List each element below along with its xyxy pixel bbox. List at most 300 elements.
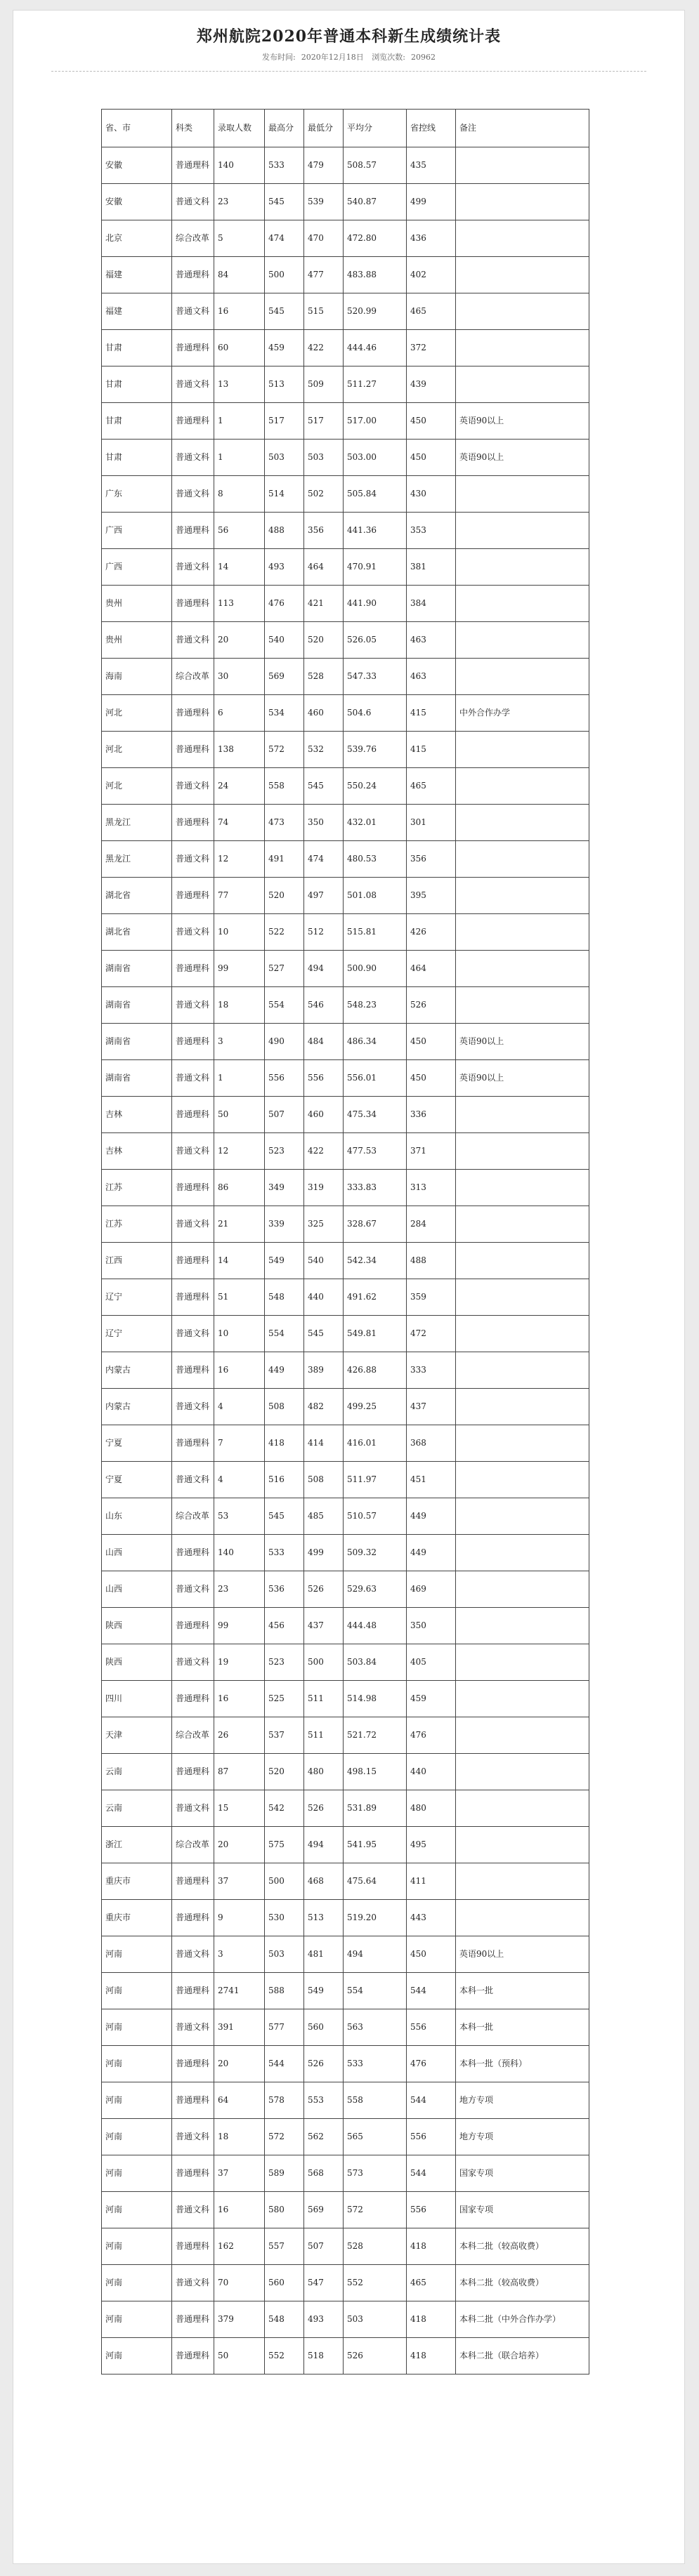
cell-min-score: 508 <box>304 1462 344 1498</box>
cell-admitted-count: 30 <box>214 659 265 695</box>
table-row <box>102 549 589 586</box>
cell-control-line: 449 <box>407 1535 456 1571</box>
cell-average-score: 494 <box>344 1936 407 1973</box>
cell-remarks <box>456 951 589 987</box>
publish-date-label: 发布时间: <box>262 53 296 62</box>
cell-average-score: 441.90 <box>344 586 407 622</box>
cell-province: 河南 <box>102 2228 172 2265</box>
table-row <box>102 1316 589 1352</box>
cell-remarks <box>456 330 589 366</box>
table-row <box>102 768 589 805</box>
cell-min-score: 503 <box>304 440 344 476</box>
cell-max-score: 542 <box>265 1790 304 1827</box>
cell-province: 湖南省 <box>102 987 172 1024</box>
cell-remarks: 英语90以上 <box>456 440 589 476</box>
cell-control-line: 488 <box>407 1243 456 1279</box>
cell-min-score: 440 <box>304 1279 344 1316</box>
cell-average-score: 500.90 <box>344 951 407 987</box>
cell-category: 普通文科 <box>172 1462 214 1498</box>
cell-control-line: 499 <box>407 184 456 220</box>
cell-control-line: 353 <box>407 513 456 549</box>
cell-max-score: 490 <box>265 1024 304 1060</box>
table-row <box>102 2192 589 2228</box>
cell-admitted-count: 6 <box>214 695 265 732</box>
cell-province: 山西 <box>102 1535 172 1571</box>
cell-province: 天津 <box>102 1717 172 1754</box>
cell-min-score: 540 <box>304 1243 344 1279</box>
cell-remarks: 本科一批（预科） <box>456 2046 589 2082</box>
cell-admitted-count: 70 <box>214 2265 265 2301</box>
table-row <box>102 1790 589 1827</box>
cell-admitted-count: 138 <box>214 732 265 768</box>
cell-remarks <box>456 220 589 257</box>
cell-control-line: 411 <box>407 1863 456 1900</box>
cell-min-score: 509 <box>304 366 344 403</box>
table-row <box>102 1900 589 1936</box>
cell-category: 普通理科 <box>172 951 214 987</box>
cell-max-score: 503 <box>265 440 304 476</box>
cell-province: 海南 <box>102 659 172 695</box>
cell-province: 北京 <box>102 220 172 257</box>
table-row <box>102 586 589 622</box>
table-row <box>102 1571 589 1608</box>
cell-max-score: 554 <box>265 1316 304 1352</box>
cell-remarks: 国家专项 <box>456 2192 589 2228</box>
cell-average-score: 483.88 <box>344 257 407 293</box>
cell-category: 普通理科 <box>172 1681 214 1717</box>
cell-max-score: 548 <box>265 1279 304 1316</box>
cell-category: 综合改革 <box>172 1827 214 1863</box>
cell-average-score: 475.34 <box>344 1097 407 1133</box>
cell-category: 普通理科 <box>172 403 214 440</box>
cell-category: 普通文科 <box>172 1206 214 1243</box>
cell-control-line: 469 <box>407 1571 456 1608</box>
cell-admitted-count: 113 <box>214 586 265 622</box>
cell-average-score: 533 <box>344 2046 407 2082</box>
cell-control-line: 476 <box>407 2046 456 2082</box>
cell-control-line: 418 <box>407 2228 456 2265</box>
table-row <box>102 1352 589 1389</box>
table-row <box>102 1389 589 1425</box>
cell-average-score: 477.53 <box>344 1133 407 1170</box>
cell-admitted-count: 26 <box>214 1717 265 1754</box>
cell-province: 河南 <box>102 2009 172 2046</box>
cell-admitted-count: 13 <box>214 366 265 403</box>
cell-average-score: 503 <box>344 2301 407 2338</box>
cell-min-score: 494 <box>304 951 344 987</box>
cell-remarks <box>456 1389 589 1425</box>
cell-remarks <box>456 1717 589 1754</box>
cell-remarks <box>456 1279 589 1316</box>
cell-max-score: 533 <box>265 147 304 184</box>
cell-max-score: 474 <box>265 220 304 257</box>
cell-remarks <box>456 805 589 841</box>
cell-province: 陕西 <box>102 1608 172 1644</box>
cell-admitted-count: 53 <box>214 1498 265 1535</box>
cell-min-score: 474 <box>304 841 344 878</box>
cell-province: 江苏 <box>102 1206 172 1243</box>
table-row <box>102 1462 589 1498</box>
cell-control-line: 415 <box>407 732 456 768</box>
cell-average-score: 515.81 <box>344 914 407 951</box>
cell-category: 普通文科 <box>172 440 214 476</box>
cell-max-score: 557 <box>265 2228 304 2265</box>
cell-min-score: 513 <box>304 1900 344 1936</box>
table-row <box>102 2119 589 2155</box>
table-body <box>102 147 589 2374</box>
cell-min-score: 502 <box>304 476 344 513</box>
cell-category: 普通理科 <box>172 1608 214 1644</box>
cell-category: 普通理科 <box>172 2228 214 2265</box>
cell-admitted-count: 10 <box>214 1316 265 1352</box>
cell-control-line: 430 <box>407 476 456 513</box>
cell-remarks <box>456 841 589 878</box>
cell-admitted-count: 23 <box>214 1571 265 1608</box>
cell-remarks <box>456 1863 589 1900</box>
cell-min-score: 515 <box>304 293 344 330</box>
cell-min-score: 325 <box>304 1206 344 1243</box>
cell-admitted-count: 9 <box>214 1900 265 1936</box>
cell-average-score: 572 <box>344 2192 407 2228</box>
cell-min-score: 356 <box>304 513 344 549</box>
table-row <box>102 659 589 695</box>
cell-province: 湖南省 <box>102 951 172 987</box>
cell-control-line: 336 <box>407 1097 456 1133</box>
table-row <box>102 476 589 513</box>
cell-control-line: 450 <box>407 1936 456 1973</box>
cell-province: 广西 <box>102 549 172 586</box>
cell-remarks: 英语90以上 <box>456 403 589 440</box>
cell-min-score: 493 <box>304 2301 344 2338</box>
table-row <box>102 1973 589 2009</box>
cell-remarks <box>456 1133 589 1170</box>
cell-average-score: 529.63 <box>344 1571 407 1608</box>
cell-category: 综合改革 <box>172 659 214 695</box>
cell-remarks <box>456 1790 589 1827</box>
cell-category: 普通文科 <box>172 2119 214 2155</box>
cell-min-score: 517 <box>304 403 344 440</box>
cell-remarks <box>456 1170 589 1206</box>
header-control-line: 省控线 <box>407 110 456 147</box>
cell-min-score: 479 <box>304 147 344 184</box>
cell-max-score: 534 <box>265 695 304 732</box>
view-count: 20962 <box>410 53 436 62</box>
table-row <box>102 1425 589 1462</box>
table-row <box>102 951 589 987</box>
cell-max-score: 545 <box>265 184 304 220</box>
cell-min-score: 350 <box>304 805 344 841</box>
table-row <box>102 1936 589 1973</box>
cell-category: 普通理科 <box>172 1863 214 1900</box>
cell-control-line: 450 <box>407 403 456 440</box>
cell-admitted-count: 37 <box>214 1863 265 1900</box>
cell-max-score: 577 <box>265 2009 304 2046</box>
dashed-divider <box>51 71 646 72</box>
cell-remarks <box>456 1681 589 1717</box>
cell-min-score: 468 <box>304 1863 344 1900</box>
cell-province: 河南 <box>102 2046 172 2082</box>
cell-average-score: 548.23 <box>344 987 407 1024</box>
cell-category: 普通文科 <box>172 293 214 330</box>
cell-remarks: 本科二批（较高收费） <box>456 2228 589 2265</box>
cell-control-line: 301 <box>407 805 456 841</box>
cell-control-line: 450 <box>407 1024 456 1060</box>
table-row <box>102 1279 589 1316</box>
cell-min-score: 545 <box>304 1316 344 1352</box>
cell-average-score: 501.08 <box>344 878 407 914</box>
table-row <box>102 2228 589 2265</box>
cell-category: 普通理科 <box>172 2046 214 2082</box>
cell-average-score: 509.32 <box>344 1535 407 1571</box>
cell-province: 山东 <box>102 1498 172 1535</box>
cell-max-score: 572 <box>265 732 304 768</box>
cell-average-score: 556.01 <box>344 1060 407 1097</box>
cell-max-score: 449 <box>265 1352 304 1389</box>
cell-category: 普通理科 <box>172 1973 214 2009</box>
cell-remarks: 英语90以上 <box>456 1936 589 1973</box>
cell-remarks <box>456 622 589 659</box>
cell-min-score: 532 <box>304 732 344 768</box>
cell-province: 宁夏 <box>102 1462 172 1498</box>
cell-category: 普通理科 <box>172 1170 214 1206</box>
cell-province: 重庆市 <box>102 1863 172 1900</box>
table-row <box>102 1827 589 1863</box>
cell-admitted-count: 60 <box>214 330 265 366</box>
cell-min-score: 481 <box>304 1936 344 1973</box>
cell-average-score: 520.99 <box>344 293 407 330</box>
cell-remarks: 中外合作办学 <box>456 695 589 732</box>
cell-average-score: 503.00 <box>344 440 407 476</box>
cell-admitted-count: 84 <box>214 257 265 293</box>
cell-remarks <box>456 1900 589 1936</box>
cell-average-score: 554 <box>344 1973 407 2009</box>
cell-min-score: 518 <box>304 2338 344 2374</box>
cell-min-score: 422 <box>304 1133 344 1170</box>
table-row <box>102 2082 589 2119</box>
cell-admitted-count: 10 <box>214 914 265 951</box>
cell-admitted-count: 51 <box>214 1279 265 1316</box>
table-row <box>102 366 589 403</box>
cell-category: 综合改革 <box>172 1717 214 1754</box>
cell-average-score: 491.62 <box>344 1279 407 1316</box>
cell-admitted-count: 1 <box>214 1060 265 1097</box>
cell-max-score: 527 <box>265 951 304 987</box>
cell-average-score: 426.88 <box>344 1352 407 1389</box>
cell-category: 普通理科 <box>172 330 214 366</box>
cell-admitted-count: 20 <box>214 2046 265 2082</box>
cell-admitted-count: 14 <box>214 1243 265 1279</box>
cell-admitted-count: 5 <box>214 220 265 257</box>
table-row <box>102 1206 589 1243</box>
cell-max-score: 536 <box>265 1571 304 1608</box>
cell-admitted-count: 64 <box>214 2082 265 2119</box>
cell-province: 河南 <box>102 2155 172 2192</box>
table-row <box>102 1608 589 1644</box>
cell-category: 普通文科 <box>172 1644 214 1681</box>
cell-category: 普通理科 <box>172 1425 214 1462</box>
cell-province: 湖北省 <box>102 914 172 951</box>
cell-max-score: 552 <box>265 2338 304 2374</box>
cell-average-score: 475.64 <box>344 1863 407 1900</box>
cell-min-score: 485 <box>304 1498 344 1535</box>
cell-remarks: 地方专项 <box>456 2082 589 2119</box>
cell-control-line: 359 <box>407 1279 456 1316</box>
cell-average-score: 565 <box>344 2119 407 2155</box>
cell-province: 河南 <box>102 2301 172 2338</box>
cell-average-score: 480.53 <box>344 841 407 878</box>
cell-category: 普通理科 <box>172 878 214 914</box>
cell-average-score: 541.95 <box>344 1827 407 1863</box>
cell-control-line: 556 <box>407 2009 456 2046</box>
cell-control-line: 544 <box>407 1973 456 2009</box>
cell-max-score: 476 <box>265 586 304 622</box>
cell-province: 黑龙江 <box>102 805 172 841</box>
cell-category: 普通理科 <box>172 1243 214 1279</box>
cell-remarks <box>456 1206 589 1243</box>
cell-min-score: 568 <box>304 2155 344 2192</box>
view-count-label: 浏览次数: <box>372 53 405 62</box>
cell-min-score: 477 <box>304 257 344 293</box>
cell-max-score: 514 <box>265 476 304 513</box>
cell-category: 普通文科 <box>172 1133 214 1170</box>
cell-max-score: 500 <box>265 257 304 293</box>
cell-province: 湖南省 <box>102 1024 172 1060</box>
cell-province: 安徽 <box>102 184 172 220</box>
cell-admitted-count: 8 <box>214 476 265 513</box>
cell-control-line: 405 <box>407 1644 456 1681</box>
cell-min-score: 421 <box>304 586 344 622</box>
cell-average-score: 547.33 <box>344 659 407 695</box>
cell-min-score: 480 <box>304 1754 344 1790</box>
cell-admitted-count: 15 <box>214 1790 265 1827</box>
cell-remarks <box>456 257 589 293</box>
cell-average-score: 510.57 <box>344 1498 407 1535</box>
cell-category: 普通理科 <box>172 1900 214 1936</box>
cell-remarks <box>456 549 589 586</box>
cell-province: 辽宁 <box>102 1279 172 1316</box>
cell-max-score: 418 <box>265 1425 304 1462</box>
cell-category: 普通文科 <box>172 549 214 586</box>
cell-min-score: 460 <box>304 1097 344 1133</box>
cell-max-score: 537 <box>265 1717 304 1754</box>
cell-category: 普通理科 <box>172 1535 214 1571</box>
cell-category: 普通理科 <box>172 513 214 549</box>
cell-province: 吉林 <box>102 1097 172 1133</box>
cell-remarks <box>456 659 589 695</box>
cell-province: 河南 <box>102 2119 172 2155</box>
cell-category: 普通文科 <box>172 1389 214 1425</box>
cell-remarks <box>456 732 589 768</box>
cell-control-line: 313 <box>407 1170 456 1206</box>
cell-category: 普通文科 <box>172 476 214 513</box>
cell-category: 普通文科 <box>172 914 214 951</box>
cell-admitted-count: 50 <box>214 2338 265 2374</box>
cell-admitted-count: 16 <box>214 1352 265 1389</box>
cell-remarks: 本科一批 <box>456 1973 589 2009</box>
cell-control-line: 480 <box>407 1790 456 1827</box>
cell-min-score: 512 <box>304 914 344 951</box>
cell-control-line: 544 <box>407 2155 456 2192</box>
cell-max-score: 339 <box>265 1206 304 1243</box>
cell-control-line: 418 <box>407 2338 456 2374</box>
table-row <box>102 1097 589 1133</box>
table-row <box>102 440 589 476</box>
cell-control-line: 381 <box>407 549 456 586</box>
cell-average-score: 328.67 <box>344 1206 407 1243</box>
cell-average-score: 441.36 <box>344 513 407 549</box>
table-row <box>102 184 589 220</box>
cell-max-score: 522 <box>265 914 304 951</box>
table-row <box>102 1170 589 1206</box>
cell-control-line: 284 <box>407 1206 456 1243</box>
cell-province: 山西 <box>102 1571 172 1608</box>
cell-province: 甘肃 <box>102 440 172 476</box>
cell-min-score: 526 <box>304 1571 344 1608</box>
cell-remarks: 本科二批（中外合作办学） <box>456 2301 589 2338</box>
cell-average-score: 444.46 <box>344 330 407 366</box>
publish-date: 2020年12月18日 <box>301 53 364 62</box>
cell-max-score: 548 <box>265 2301 304 2338</box>
cell-category: 普通理科 <box>172 147 214 184</box>
cell-control-line: 440 <box>407 1754 456 1790</box>
cell-control-line: 439 <box>407 366 456 403</box>
cell-max-score: 569 <box>265 659 304 695</box>
cell-min-score: 553 <box>304 2082 344 2119</box>
cell-average-score: 542.34 <box>344 1243 407 1279</box>
cell-category: 普通理科 <box>172 805 214 841</box>
cell-province: 福建 <box>102 293 172 330</box>
cell-average-score: 549.81 <box>344 1316 407 1352</box>
cell-admitted-count: 140 <box>214 1535 265 1571</box>
cell-max-score: 572 <box>265 2119 304 2155</box>
cell-admitted-count: 37 <box>214 2155 265 2192</box>
cell-min-score: 437 <box>304 1608 344 1644</box>
cell-admitted-count: 23 <box>214 184 265 220</box>
table-row <box>102 878 589 914</box>
cell-control-line: 449 <box>407 1498 456 1535</box>
cell-max-score: 520 <box>265 1754 304 1790</box>
cell-province: 甘肃 <box>102 330 172 366</box>
publish-meta <box>13 51 684 62</box>
cell-max-score: 544 <box>265 2046 304 2082</box>
cell-control-line: 350 <box>407 1608 456 1644</box>
cell-max-score: 488 <box>265 513 304 549</box>
cell-admitted-count: 3 <box>214 1024 265 1060</box>
cell-admitted-count: 4 <box>214 1462 265 1498</box>
table-row <box>102 2046 589 2082</box>
cell-admitted-count: 140 <box>214 147 265 184</box>
cell-control-line: 459 <box>407 1681 456 1717</box>
table-row <box>102 2301 589 2338</box>
table-row <box>102 2009 589 2046</box>
cell-remarks <box>456 1535 589 1571</box>
cell-average-score: 511.27 <box>344 366 407 403</box>
cell-average-score: 519.20 <box>344 1900 407 1936</box>
cell-min-score: 539 <box>304 184 344 220</box>
cell-max-score: 520 <box>265 878 304 914</box>
cell-remarks: 本科二批（联合培养） <box>456 2338 589 2374</box>
cell-province: 贵州 <box>102 586 172 622</box>
cell-min-score: 414 <box>304 1425 344 1462</box>
cell-average-score: 521.72 <box>344 1717 407 1754</box>
table-row <box>102 1644 589 1681</box>
table-row <box>102 403 589 440</box>
table-row <box>102 513 589 549</box>
cell-control-line: 495 <box>407 1827 456 1863</box>
table-header-row <box>102 110 589 147</box>
cell-category: 普通文科 <box>172 1060 214 1097</box>
table-row <box>102 293 589 330</box>
